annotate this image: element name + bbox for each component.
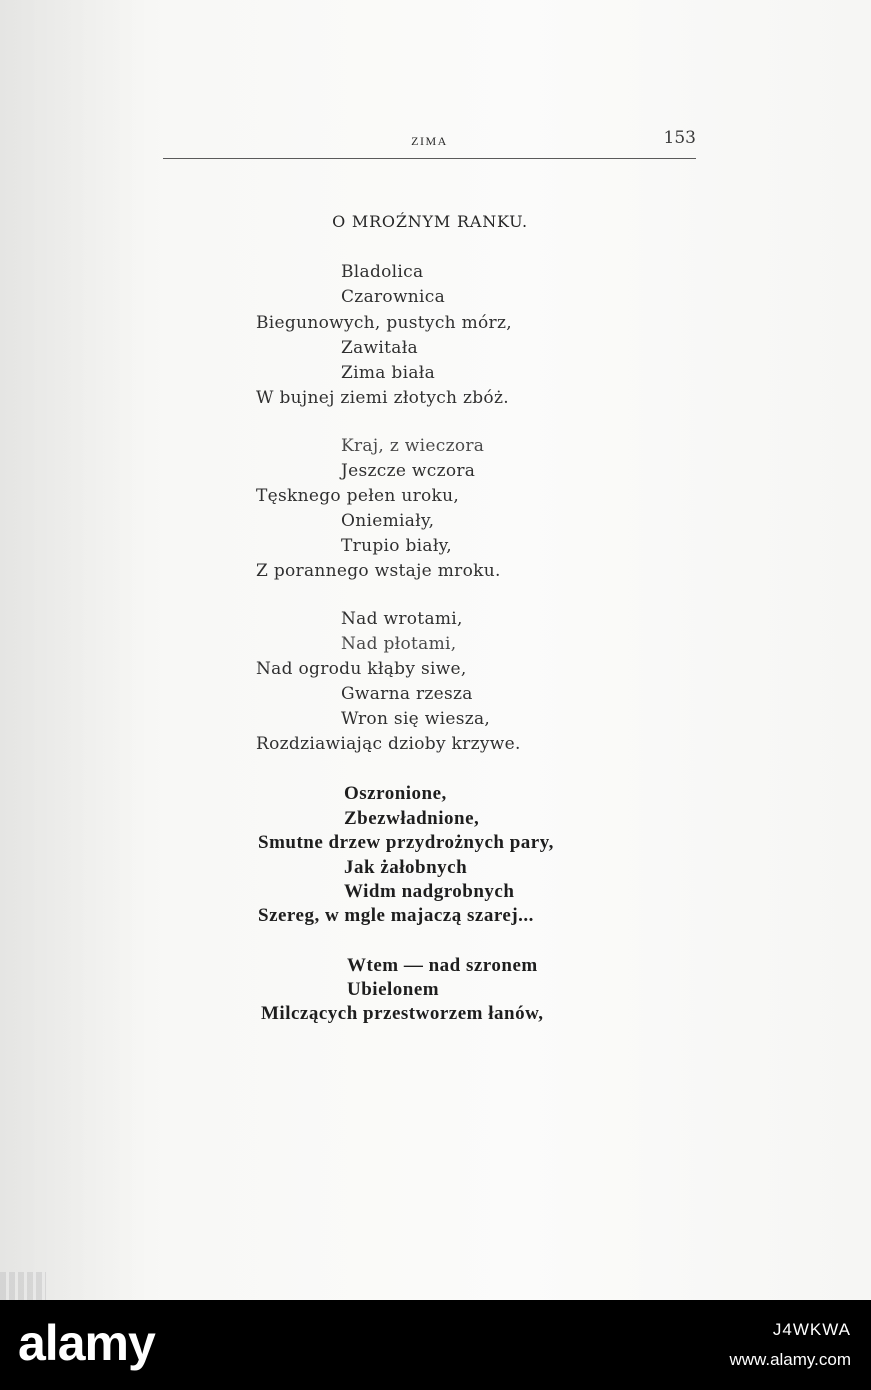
poem-line: Widm nadgrobnych <box>344 881 515 902</box>
poem-line: W bujnej ziemi złotych zbóż. <box>256 388 509 408</box>
poem-line: Zbezwładnione, <box>344 808 480 829</box>
poem-line: Biegunowych, pustych mórz, <box>256 313 512 333</box>
running-head: ZIMA <box>411 134 448 148</box>
poem-line: Szereg, w mgle majaczą szarej... <box>258 905 534 926</box>
poem-line: Trupio biały, <box>341 536 452 556</box>
poem-line: Jeszcze wczora <box>341 461 476 481</box>
poem-line: Rozdziawiając dzioby krzywe. <box>256 734 521 754</box>
poem-line: Jak żałobnych <box>344 857 468 878</box>
poem-line: Nad ogrodu kłąby siwe, <box>256 659 467 679</box>
watermark-logo: alamy <box>18 1315 155 1371</box>
poem-line: Kraj, z wieczora <box>341 436 485 456</box>
poem-line: Zawitała <box>341 338 418 358</box>
poem-line: Wron się wiesza, <box>341 709 491 729</box>
poem-line: Z porannego wstaje mroku. <box>256 561 501 581</box>
poem-line: Milczących przestworzem łanów, <box>261 1003 544 1024</box>
poem-line: Tęsknego pełen uroku, <box>256 486 460 506</box>
stock-footer <box>0 1300 871 1390</box>
poem-title: O MROŹNYM RANKU. <box>332 212 528 231</box>
poem-line: Nad wrotami, <box>341 609 463 629</box>
poem-line: Ubielonem <box>347 979 440 1000</box>
watermark-fragment <box>0 1272 46 1300</box>
poem-line: Czarownica <box>341 287 446 307</box>
stock-url: www.alamy.com <box>729 1350 851 1369</box>
stock-image-id: J4WKWA <box>772 1320 851 1339</box>
poem-line: Zima biała <box>341 363 436 383</box>
poem-line: Oszronione, <box>344 783 447 804</box>
poem-line: Gwarna rzesza <box>341 684 473 704</box>
poem-line: Bladolica <box>341 262 424 282</box>
page-number: 153 <box>663 128 696 148</box>
poem-line: Oniemiały, <box>341 511 435 531</box>
poem-line: Nad płotami, <box>341 634 457 654</box>
poem-line: Wtem — nad szronem <box>347 955 538 976</box>
poem-line: Smutne drzew przydrożnych pary, <box>258 832 554 853</box>
